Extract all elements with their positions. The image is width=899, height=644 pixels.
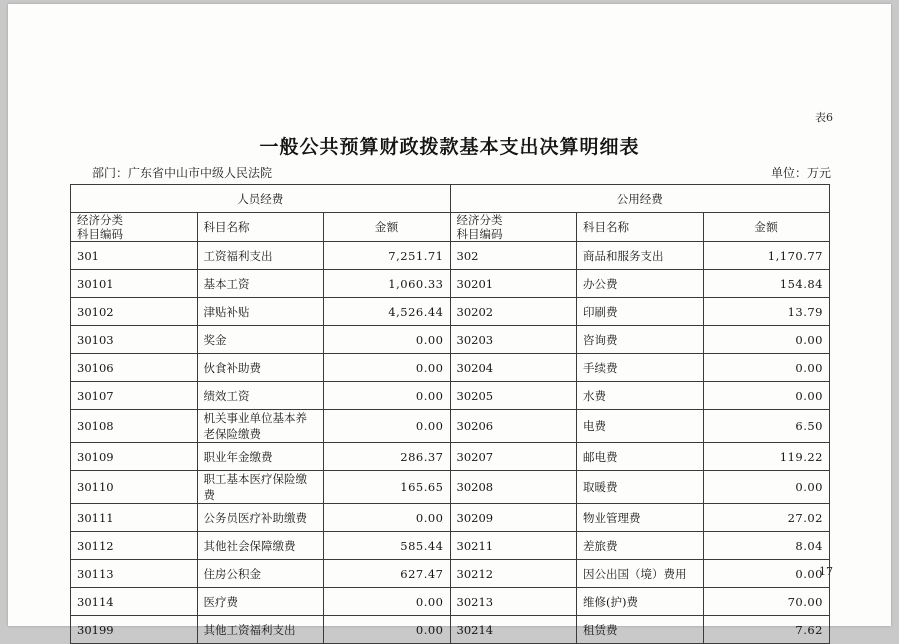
- cell-right-name: 商品和服务支出: [577, 242, 704, 270]
- cell-left-code: 30110: [71, 471, 198, 504]
- cell-left-code: 30111: [71, 504, 198, 532]
- cell-right-amount: 0.00: [703, 560, 830, 588]
- cell-right-name: 水费: [577, 382, 704, 410]
- table-header: [71, 185, 830, 242]
- cell-left-code: 30114: [71, 588, 198, 616]
- cell-right-name: 印刷费: [577, 298, 704, 326]
- cell-left-name: 绩效工资: [197, 382, 324, 410]
- page-title: 一般公共预算财政拨款基本支出决算明细表: [259, 136, 640, 158]
- cell-left-code: 30102: [71, 298, 198, 326]
- table-row: [71, 504, 830, 532]
- column-header-right-amount: 金额: [703, 213, 830, 242]
- cell-right-code: 30213: [450, 588, 577, 616]
- cell-left-name: 伙食补助费: [197, 354, 324, 382]
- cell-left-amount: 7,251.71: [324, 242, 451, 270]
- cell-right-name: 维修(护)费: [577, 588, 704, 616]
- column-header-left-code: 经济分类 科目编码: [71, 213, 198, 242]
- cell-left-name: 津贴补贴: [197, 298, 324, 326]
- cell-left-name: 职业年金缴费: [197, 443, 324, 471]
- cell-left-name: 其他社会保障缴费: [197, 532, 324, 560]
- cell-left-name: 职工基本医疗保险缴费: [197, 471, 324, 504]
- cell-right-name: 租赁费: [577, 616, 704, 644]
- cell-left-amount: 0.00: [324, 382, 451, 410]
- cell-right-code: 30204: [450, 354, 577, 382]
- table-row: [71, 354, 830, 382]
- cell-right-name: 咨询费: [577, 326, 704, 354]
- cell-left-amount: 0.00: [324, 504, 451, 532]
- cell-right-name: 手续费: [577, 354, 704, 382]
- cell-right-amount: 0.00: [703, 471, 830, 504]
- cell-right-name: 因公出国（境）费用: [577, 560, 704, 588]
- table-row: [71, 242, 830, 270]
- cell-left-code: 30106: [71, 354, 198, 382]
- cell-right-name: 办公费: [577, 270, 704, 298]
- table-row: [71, 298, 830, 326]
- cell-right-code: 30211: [450, 532, 577, 560]
- cell-left-code: 30113: [71, 560, 198, 588]
- cell-left-code: 30103: [71, 326, 198, 354]
- cell-right-code: 30208: [450, 471, 577, 504]
- cell-left-code: 30101: [71, 270, 198, 298]
- table-row: [71, 382, 830, 410]
- cell-left-name: 奖金: [197, 326, 324, 354]
- table-row: [71, 471, 830, 504]
- cell-right-amount: 1,170.77: [703, 242, 830, 270]
- sheet-label: 表6: [815, 111, 833, 124]
- budget-table: [70, 184, 830, 644]
- department-line: 部门：广东省中山市中级人民法院: [92, 166, 273, 180]
- column-header-right-code: 经济分类 科目编码: [450, 213, 577, 242]
- cell-right-code: 30201: [450, 270, 577, 298]
- cell-left-code: 30109: [71, 443, 198, 471]
- table-row: [71, 588, 830, 616]
- table-row: [71, 326, 830, 354]
- page-number: 17: [819, 565, 833, 578]
- cell-left-name: 医疗费: [197, 588, 324, 616]
- cell-right-name: 差旅费: [577, 532, 704, 560]
- cell-left-name: 公务员医疗补助缴费: [197, 504, 324, 532]
- cell-left-code: 30107: [71, 382, 198, 410]
- group-header-row: [71, 185, 830, 213]
- cell-left-amount: 4,526.44: [324, 298, 451, 326]
- cell-left-amount: 0.00: [324, 616, 451, 644]
- cell-right-amount: 7.62: [703, 616, 830, 644]
- cell-right-code: 30207: [450, 443, 577, 471]
- cell-right-amount: 0.00: [703, 382, 830, 410]
- table-row: [71, 560, 830, 588]
- cell-left-amount: 1,060.33: [324, 270, 451, 298]
- table-row: [71, 410, 830, 443]
- cell-right-amount: 154.84: [703, 270, 830, 298]
- cell-right-amount: 119.22: [703, 443, 830, 471]
- cell-left-amount: 0.00: [324, 326, 451, 354]
- cell-right-code: 30212: [450, 560, 577, 588]
- table-row: [71, 443, 830, 471]
- cell-left-name: 机关事业单位基本养老保险缴费: [197, 410, 324, 443]
- cell-left-amount: 0.00: [324, 410, 451, 443]
- cell-left-amount: 286.37: [324, 443, 451, 471]
- group-header-personnel: 人员经费: [71, 185, 451, 213]
- cell-right-amount: 0.00: [703, 354, 830, 382]
- cell-left-name: 其他工资福利支出: [197, 616, 324, 644]
- cell-right-code: 30203: [450, 326, 577, 354]
- cell-right-name: 取暖费: [577, 471, 704, 504]
- cell-right-code: 302: [450, 242, 577, 270]
- column-header-row: [71, 213, 830, 242]
- cell-left-amount: 627.47: [324, 560, 451, 588]
- cell-left-amount: 165.65: [324, 471, 451, 504]
- cell-right-code: 30209: [450, 504, 577, 532]
- cell-left-name: 工资福利支出: [197, 242, 324, 270]
- table-row: [71, 270, 830, 298]
- cell-right-amount: 8.04: [703, 532, 830, 560]
- table-body: [71, 242, 830, 644]
- cell-left-name: 住房公积金: [197, 560, 324, 588]
- cell-right-amount: 70.00: [703, 588, 830, 616]
- cell-left-amount: 585.44: [324, 532, 451, 560]
- cell-right-name: 物业管理费: [577, 504, 704, 532]
- unit-line: 单位：万元: [770, 166, 831, 180]
- cell-left-code: 30108: [71, 410, 198, 443]
- column-header-right-name: 科目名称: [577, 213, 704, 242]
- cell-left-name: 基本工资: [197, 270, 324, 298]
- cell-left-code: 30199: [71, 616, 198, 644]
- cell-right-name: 电费: [577, 410, 704, 443]
- cell-right-amount: 6.50: [703, 410, 830, 443]
- table-row: [71, 532, 830, 560]
- column-header-left-name: 科目名称: [197, 213, 324, 242]
- cell-left-amount: 0.00: [324, 588, 451, 616]
- column-header-left-amount: 金额: [324, 213, 451, 242]
- cell-right-code: 30202: [450, 298, 577, 326]
- cell-right-code: 30205: [450, 382, 577, 410]
- cell-right-amount: 13.79: [703, 298, 830, 326]
- cell-left-code: 30112: [71, 532, 198, 560]
- cell-right-amount: 27.02: [703, 504, 830, 532]
- cell-right-name: 邮电费: [577, 443, 704, 471]
- cell-right-amount: 0.00: [703, 326, 830, 354]
- group-header-public: 公用经费: [450, 185, 830, 213]
- document-page: [8, 4, 891, 637]
- cell-left-code: 301: [71, 242, 198, 270]
- cell-right-code: 30206: [450, 410, 577, 443]
- cell-right-code: 30214: [450, 616, 577, 644]
- cell-left-amount: 0.00: [324, 354, 451, 382]
